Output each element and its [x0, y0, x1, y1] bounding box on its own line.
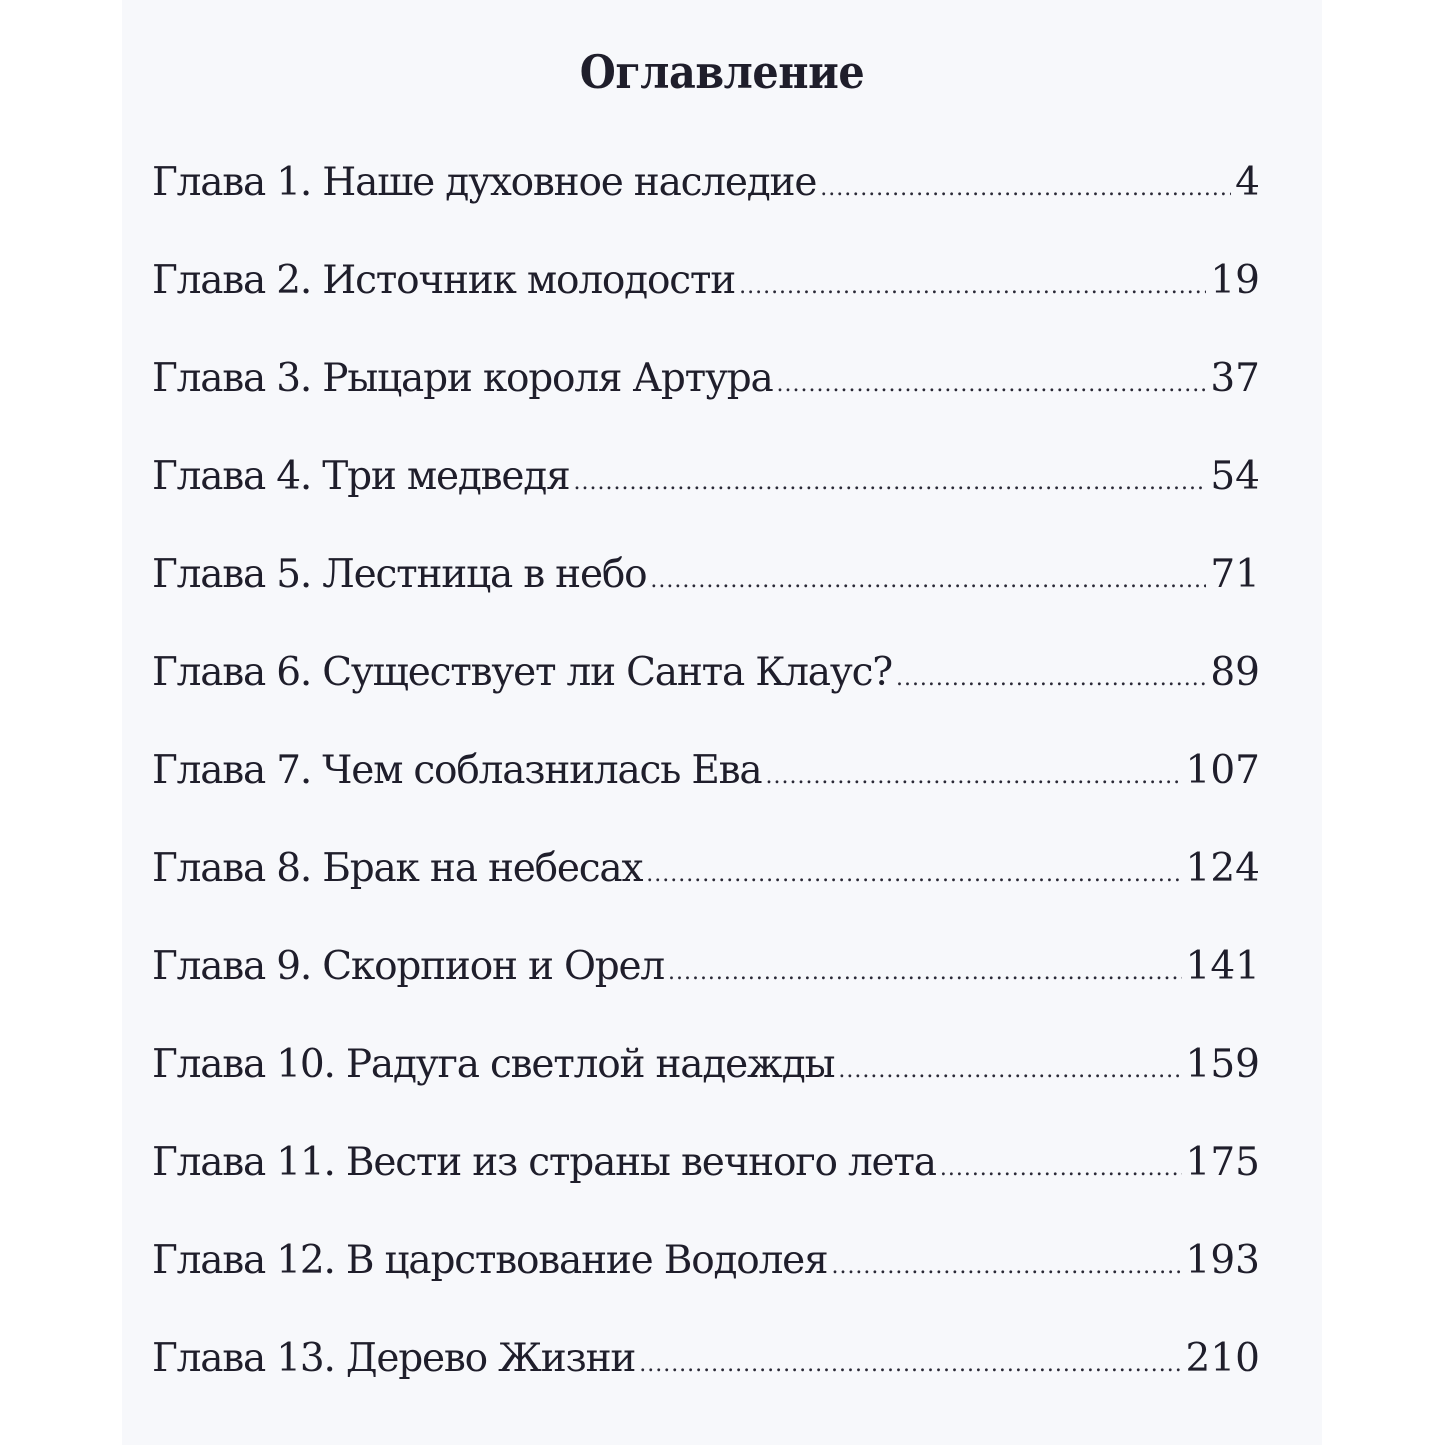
- toc-entry-page: 210: [1185, 1336, 1260, 1381]
- toc-entry-page: 19: [1210, 258, 1260, 303]
- toc-entry-title: Глава 7. Чем соблазнилась Ева: [152, 748, 762, 793]
- dot-leader: [831, 1254, 1181, 1279]
- toc-entry-page: 124: [1185, 846, 1260, 891]
- toc-entry: [152, 650, 1260, 748]
- toc-entry-title: Глава 6. Существует ли Санта Клаус?: [152, 650, 892, 695]
- toc-entry-page: 71: [1210, 552, 1260, 597]
- dot-leader: [896, 666, 1206, 691]
- toc-entry-title: Глава 12. В царствование Водолея: [152, 1238, 828, 1283]
- toc-entry-title: Глава 11. Вести из страны вечного лета: [152, 1140, 936, 1185]
- toc-entry: [152, 1238, 1260, 1336]
- toc-entry-page: 37: [1210, 356, 1260, 401]
- toc-entry-title: Глава 2. Источник молодости: [152, 258, 736, 303]
- toc-entry-page: 4: [1235, 160, 1260, 205]
- toc-entry: [152, 846, 1260, 944]
- toc-entry-page: 141: [1185, 944, 1260, 989]
- toc-entry-page: 175: [1185, 1140, 1260, 1185]
- dot-leader: [650, 568, 1206, 593]
- toc-entry-title: Глава 3. Рыцари короля Артура: [152, 356, 773, 401]
- toc-entry: [152, 1042, 1260, 1140]
- toc-entry-title: Глава 13. Дерево Жизни: [152, 1336, 636, 1381]
- toc-entry-page: 159: [1185, 1042, 1260, 1087]
- dot-leader: [820, 176, 1231, 201]
- toc-entry-title: Глава 5. Лестница в небо: [152, 552, 647, 597]
- toc-entry-page: 193: [1185, 1238, 1260, 1283]
- dot-leader: [646, 862, 1181, 887]
- toc-entry: [152, 1140, 1260, 1238]
- toc-entry-title: Глава 9. Скорпион и Орел: [152, 944, 664, 989]
- toc-entry: [152, 552, 1260, 650]
- toc-entry-title: Глава 1. Наше духовное наследие: [152, 160, 817, 205]
- dot-leader: [739, 274, 1206, 299]
- dot-leader: [574, 470, 1207, 495]
- page-title: Оглавление: [579, 44, 865, 99]
- toc-entry: [152, 356, 1260, 454]
- toc-entry-page: 107: [1185, 748, 1260, 793]
- toc-entry-title: Глава 4. Три медведя: [152, 454, 570, 499]
- toc-entry-title: Глава 10. Радуга светлой надежды: [152, 1042, 835, 1087]
- toc-entry: [152, 748, 1260, 846]
- dot-leader: [668, 960, 1182, 985]
- toc-entry: [152, 258, 1260, 356]
- dot-leader: [838, 1058, 1181, 1083]
- dot-leader: [940, 1156, 1182, 1181]
- toc-entry-page: 54: [1210, 454, 1260, 499]
- dot-leader: [777, 372, 1207, 397]
- table-of-contents: [152, 160, 1260, 1434]
- toc-entry: [152, 454, 1260, 552]
- toc-entry: [152, 1336, 1260, 1434]
- toc-entry: [152, 160, 1260, 258]
- dot-leader: [639, 1352, 1181, 1377]
- toc-entry: [152, 944, 1260, 1042]
- book-page: [122, 0, 1322, 1445]
- toc-entry-page: 89: [1210, 650, 1260, 695]
- dot-leader: [765, 764, 1181, 789]
- toc-entry-title: Глава 8. Брак на небесах: [152, 846, 643, 891]
